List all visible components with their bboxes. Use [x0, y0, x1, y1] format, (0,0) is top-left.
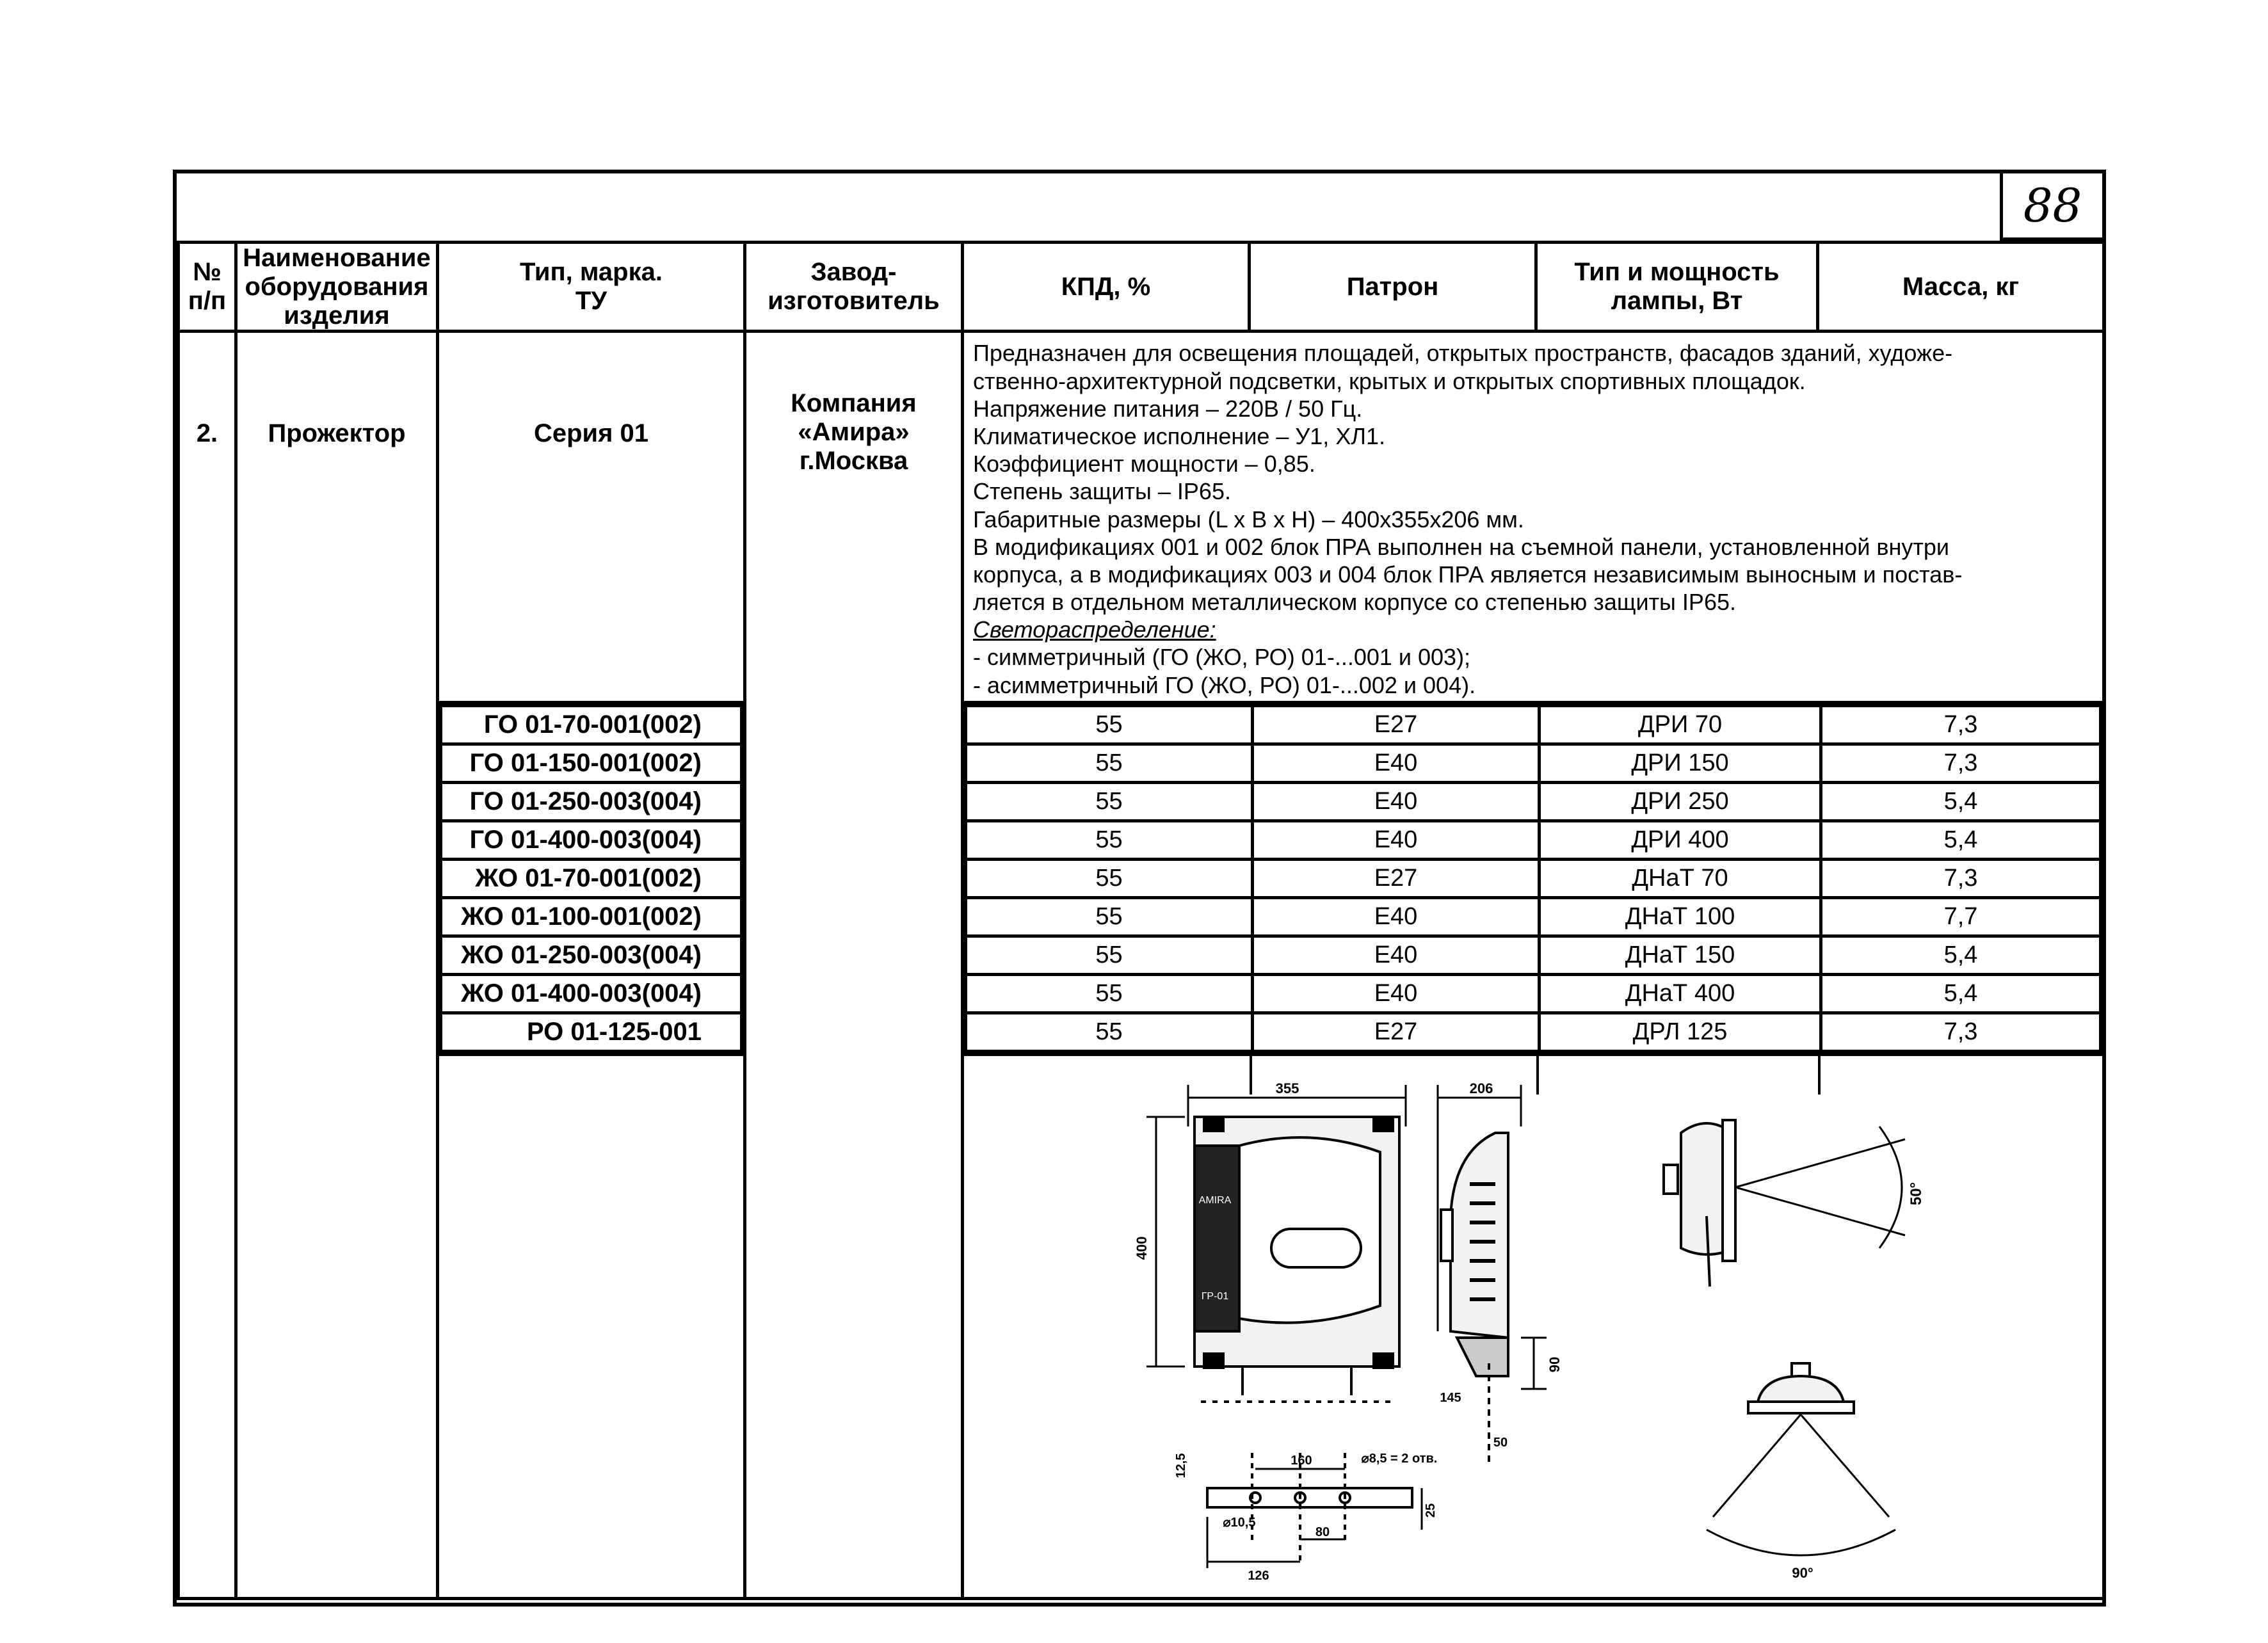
header-lamp-text: Тип и мощность лампы, Вт	[1574, 258, 1780, 316]
model-values-row	[966, 744, 2101, 783]
model-mass: 7,3	[1821, 744, 2101, 783]
model-types-cell	[438, 703, 745, 1055]
header-type	[438, 243, 745, 332]
model-type: ЖО 01-400-003(004)	[441, 975, 742, 1013]
header-type-text: Тип, марка. ТУ	[519, 258, 663, 316]
dim-holes: ⌀8,5 = 2 отв.	[1361, 1452, 1438, 1466]
drawing-cell	[963, 1055, 2104, 1599]
housing-label-1: AMIRA	[1198, 1195, 1232, 1206]
dim-12-5: 12,5	[1174, 1453, 1188, 1479]
description-line: Габаритные размеры (L x B x H) – 400х355х206 мм.	[973, 506, 1524, 533]
model-values-cell	[963, 703, 2104, 1055]
side-distribution	[1664, 1120, 1905, 1286]
description-line: ляется в отдельном металлическом корпусе со степенью защиты IP65.	[973, 589, 1736, 616]
model-mass: 7,7	[1821, 898, 2101, 936]
item-name-cell	[236, 332, 438, 1599]
header-num	[179, 243, 236, 332]
model-lamp: ДРЛ 125	[1540, 1013, 1821, 1052]
header-name	[236, 243, 438, 332]
model-values-row	[966, 975, 2101, 1013]
model-kpd: 55	[966, 936, 1253, 975]
model-socket: Е40	[1253, 975, 1540, 1013]
item-number-cell	[179, 332, 236, 1599]
model-mass: 5,4	[1821, 783, 2101, 821]
model-kpd: 55	[966, 898, 1253, 936]
dim-width: 355	[1275, 1080, 1299, 1097]
model-lamp: ДНаТ 150	[1540, 936, 1821, 975]
model-mass: 7,3	[1821, 706, 2101, 744]
model-socket: Е40	[1253, 821, 1540, 860]
header-maker	[745, 243, 963, 332]
model-mass: 5,4	[1821, 821, 2101, 860]
model-lamp: ДНаТ 70	[1540, 860, 1821, 898]
header-mass-text: Масса, кг	[1902, 272, 2020, 301]
header-kpd-text: КПД, %	[1061, 272, 1151, 301]
angle-side: 50°	[1908, 1182, 1925, 1206]
maker-cell	[745, 332, 963, 1599]
model-socket: Е27	[1253, 706, 1540, 744]
distribution-item: - асимметричный ГО (ЖО, РО) 01-...002 и 004).	[973, 671, 1476, 698]
model-socket: Е40	[1253, 744, 1540, 783]
spec-sheet	[173, 170, 2106, 1607]
model-type-row	[441, 1013, 742, 1052]
description-line: Климатическое исполнение – У1, ХЛ1.	[973, 422, 1385, 449]
dim-25: 25	[1424, 1503, 1438, 1518]
dim-90: 90	[1547, 1357, 1563, 1373]
model-type-row	[441, 860, 742, 898]
model-type-row	[441, 744, 742, 783]
header-row	[179, 243, 2104, 332]
dim-80: 80	[1315, 1525, 1330, 1540]
model-values-row	[966, 1013, 2101, 1052]
description-line: корпуса, а в модификациях 003 и 004 блок ПРА является независимым выносным и постав-	[973, 561, 1963, 588]
description	[964, 333, 2102, 698]
model-kpd: 55	[966, 783, 1253, 821]
model-kpd: 55	[966, 821, 1253, 860]
model-socket: Е27	[1253, 1013, 1540, 1052]
header-mass	[1818, 243, 2104, 332]
item-name: Прожектор	[268, 419, 406, 448]
model-type: ЖО 01-250-003(004)	[441, 936, 742, 975]
header-socket	[1250, 243, 1536, 332]
header-lamp	[1536, 243, 1818, 332]
angle-front: 90°	[1792, 1565, 1814, 1582]
model-type-row	[441, 898, 742, 936]
model-type-row	[441, 936, 742, 975]
models-row	[179, 703, 2104, 1055]
model-values-row	[966, 706, 2101, 744]
model-values-row	[966, 860, 2101, 898]
bracket-view	[1207, 1453, 1422, 1568]
header-name-text: Наименование оборудования изделия	[243, 244, 431, 330]
model-type: ЖО 01-100-001(002)	[441, 898, 742, 936]
header-kpd	[963, 243, 1250, 332]
drawing-row	[179, 1055, 2104, 1599]
description-line: Коэффициент мощности – 0,85.	[973, 451, 1315, 477]
model-kpd: 55	[966, 860, 1253, 898]
model-type: РО 01-125-001	[441, 1013, 742, 1052]
description-line: Степень защиты – IP65.	[973, 478, 1231, 505]
model-values-row	[966, 936, 2101, 975]
model-kpd: 55	[966, 975, 1253, 1013]
description-line: ственно-архитектурной подсветки, крытых и открытых спортивных площадок.	[973, 367, 1806, 394]
model-type: ГО 01-400-003(004)	[441, 821, 742, 860]
model-lamp: ДРИ 150	[1540, 744, 1821, 783]
front-distribution	[1707, 1363, 1895, 1555]
model-lamp: ДРИ 250	[1540, 783, 1821, 821]
series-label: Серия 01	[533, 419, 649, 448]
model-lamp: ДРИ 70	[1540, 706, 1821, 744]
housing-label-2: ГР-01	[1201, 1291, 1229, 1302]
description-cell	[963, 332, 2104, 703]
model-type-row	[441, 821, 742, 860]
model-type: ГО 01-250-003(004)	[441, 783, 742, 821]
model-type-row	[441, 783, 742, 821]
dim-126: 126	[1248, 1569, 1269, 1583]
description-line: Напряжение питания – 220В / 50 Гц.	[973, 395, 1363, 422]
model-lamp: ДРИ 400	[1540, 821, 1821, 860]
header-maker-text: Завод- изготовитель	[768, 258, 940, 316]
model-mass: 5,4	[1821, 975, 2101, 1013]
header-socket-text: Патрон	[1346, 272, 1439, 301]
model-lamp: ДНаТ 400	[1540, 975, 1821, 1013]
model-type-row	[441, 706, 742, 744]
front-view	[1146, 1085, 1406, 1402]
model-type: ГО 01-70-001(002)	[441, 706, 742, 744]
model-socket: Е40	[1253, 936, 1540, 975]
model-type-row	[441, 975, 742, 1013]
model-values-row	[966, 783, 2101, 821]
item-row	[179, 332, 2104, 703]
model-kpd: 55	[966, 706, 1253, 744]
spec-table	[177, 241, 2105, 1600]
dim-160: 160	[1291, 1454, 1312, 1468]
header-num-text: № п/п	[188, 258, 227, 316]
model-type: ГО 01-150-001(002)	[441, 744, 742, 783]
page-number: 88	[2000, 173, 2102, 241]
model-types-table	[439, 704, 743, 1053]
dim-depth: 206	[1469, 1080, 1493, 1097]
empty-type-cell	[438, 1055, 745, 1599]
side-view	[1438, 1085, 1547, 1466]
series-cell	[438, 332, 745, 703]
description-line: Предназначен для освещения площадей, открытых пространств, фасадов зданий, художе-	[973, 340, 1953, 367]
model-values-row	[966, 821, 2101, 860]
distribution-item: - симметричный (ГО (ЖО, РО) 01-...001 и 003);	[973, 644, 1471, 671]
model-values-row	[966, 898, 2101, 936]
model-mass: 7,3	[1821, 1013, 2101, 1052]
model-kpd: 55	[966, 744, 1253, 783]
model-values-table	[964, 704, 2102, 1053]
distribution-title: Светораспределение:	[973, 616, 1216, 643]
dim-145: 145	[1440, 1391, 1461, 1406]
maker-name: Компания «Амира» г.Москва	[791, 389, 917, 475]
dim-10-5: ⌀10,5	[1223, 1516, 1256, 1530]
dim-height: 400	[1134, 1237, 1150, 1260]
item-number: 2.	[196, 419, 218, 448]
model-mass: 5,4	[1821, 936, 2101, 975]
model-socket: Е40	[1253, 898, 1540, 936]
model-kpd: 55	[966, 1013, 1253, 1052]
model-lamp: ДНаТ 100	[1540, 898, 1821, 936]
dim-50: 50	[1493, 1436, 1508, 1450]
model-socket: Е40	[1253, 783, 1540, 821]
technical-drawing	[964, 1056, 2100, 1594]
description-line: В модификациях 001 и 002 блок ПРА выполнен на съемной панели, установленной внутри	[973, 533, 1950, 560]
model-socket: Е27	[1253, 860, 1540, 898]
model-mass: 7,3	[1821, 860, 2101, 898]
model-type: ЖО 01-70-001(002)	[441, 860, 742, 898]
